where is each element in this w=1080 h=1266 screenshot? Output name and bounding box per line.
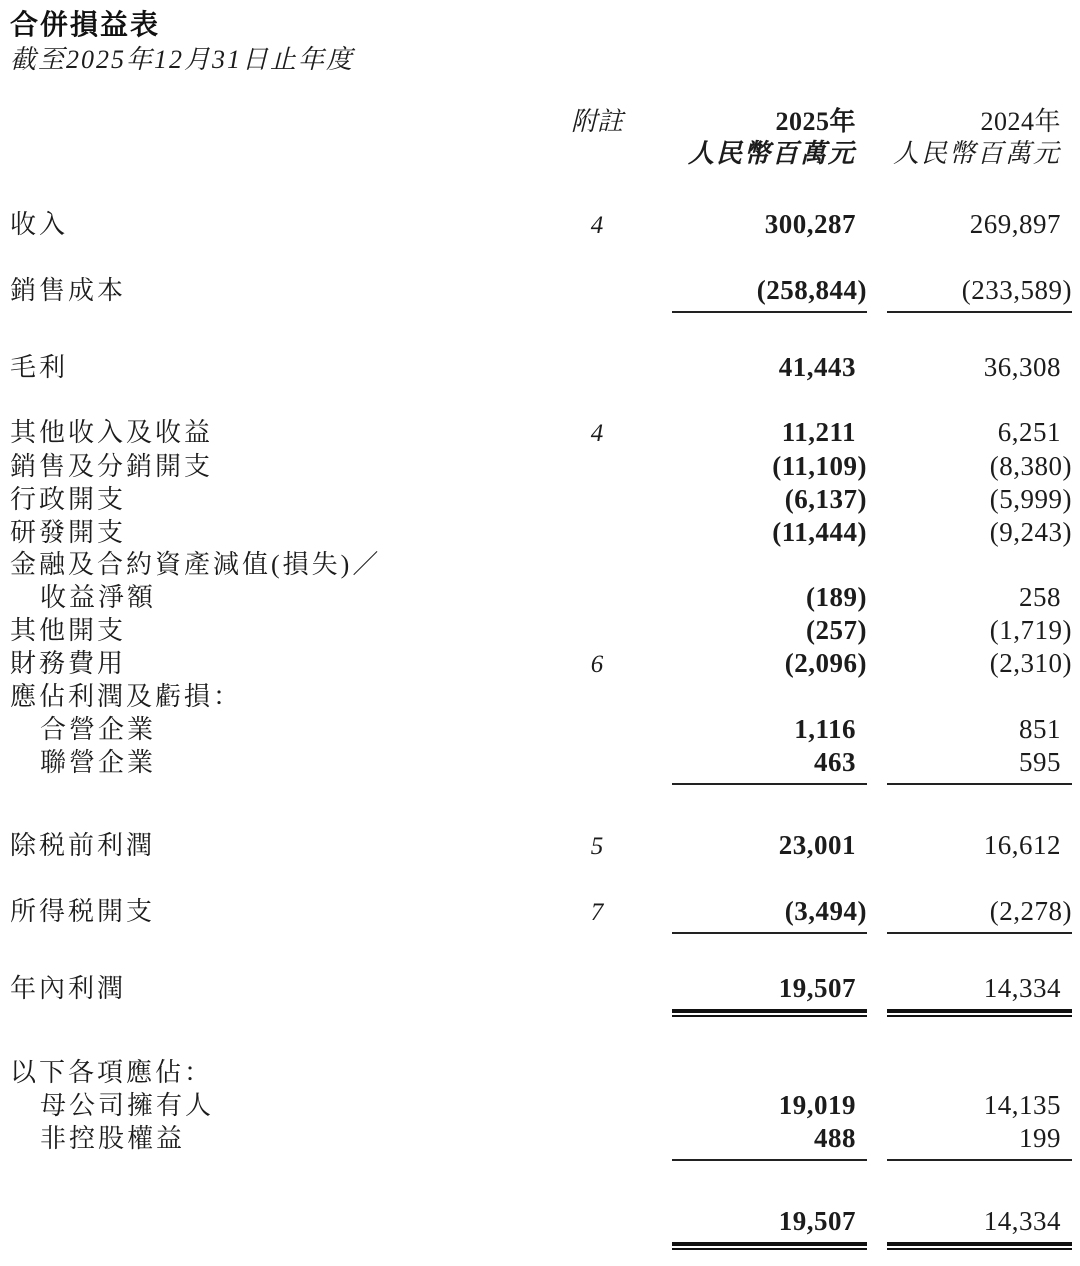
row-value-2025: (258,844) bbox=[672, 274, 867, 313]
table-row-revenue bbox=[10, 208, 1072, 242]
row-value-2024: (5,999) bbox=[989, 484, 1072, 514]
row-label: 研發開支 bbox=[10, 518, 127, 547]
row-value-2025: 23,001 bbox=[778, 830, 856, 860]
period-subtitle: 截至2025年12月31日止年度 bbox=[10, 45, 355, 74]
table-row-attributable-total bbox=[10, 1205, 1072, 1246]
row-label: 其他開支 bbox=[10, 616, 127, 645]
table-row-impairment-caption bbox=[10, 549, 1072, 581]
row-value-2024: 269,897 bbox=[969, 209, 1061, 239]
row-value-2025: 1,116 bbox=[794, 714, 856, 744]
row-value-2025: 488 bbox=[672, 1122, 867, 1161]
row-label: 銷售及分銷開支 bbox=[10, 452, 214, 481]
row-label: 以下各項應佔： bbox=[10, 1058, 214, 1087]
row-note: 4 bbox=[590, 212, 604, 239]
row-value-2025: (11,444) bbox=[772, 517, 867, 547]
page-title: 合併損益表 bbox=[10, 9, 161, 40]
row-label: 合營企業 bbox=[40, 715, 157, 744]
row-label: 應佔利潤及虧損： bbox=[10, 682, 243, 711]
row-label: 聯營企業 bbox=[40, 748, 157, 777]
row-value-2024: (2,310) bbox=[989, 648, 1072, 678]
row-value-2025: 463 bbox=[672, 746, 867, 785]
row-note: 7 bbox=[590, 899, 604, 926]
row-value-2025: 19,019 bbox=[778, 1090, 856, 1120]
row-value-2025: (3,494) bbox=[672, 895, 867, 934]
table-row-income-tax bbox=[10, 895, 1072, 934]
row-label: 收益淨額 bbox=[40, 583, 157, 612]
table-row-rd-expenses bbox=[10, 516, 1072, 549]
table-row-attributable-caption bbox=[10, 1057, 1072, 1089]
row-value-2025: (6,137) bbox=[784, 484, 867, 514]
row-note: 5 bbox=[590, 833, 604, 860]
row-value-2025: 41,443 bbox=[778, 352, 856, 382]
row-label: 母公司擁有人 bbox=[40, 1091, 215, 1120]
row-value-2025: 11,211 bbox=[781, 417, 856, 447]
header-year-2025: 2025年 bbox=[775, 107, 856, 136]
row-label: 銷售成本 bbox=[10, 276, 127, 305]
table-header-row-units bbox=[10, 138, 1072, 170]
row-value-2025: (11,109) bbox=[772, 451, 867, 481]
row-label: 行政開支 bbox=[10, 485, 127, 514]
row-value-2025: (257) bbox=[806, 615, 867, 645]
table-row-joint-ventures bbox=[10, 713, 1072, 746]
row-label: 其他收入及收益 bbox=[10, 418, 214, 447]
row-value-2024: (1,719) bbox=[989, 615, 1072, 645]
row-value-2024: 199 bbox=[887, 1122, 1072, 1161]
row-value-2024: (233,589) bbox=[887, 274, 1072, 313]
row-value-2024: 595 bbox=[887, 746, 1072, 785]
row-label: 收入 bbox=[10, 210, 69, 239]
row-value-2024: 14,135 bbox=[983, 1090, 1061, 1120]
table-row-associates bbox=[10, 746, 1072, 785]
table-row-profit-before-tax bbox=[10, 829, 1072, 863]
row-value-2025: 19,507 bbox=[672, 1205, 867, 1246]
row-label: 年內利潤 bbox=[10, 974, 127, 1003]
row-value-2024: (2,278) bbox=[887, 895, 1072, 934]
table-row-finance-costs bbox=[10, 647, 1072, 681]
row-value-2025: (2,096) bbox=[784, 648, 867, 678]
table-row-other-income bbox=[10, 416, 1072, 450]
table-row-admin-expenses bbox=[10, 483, 1072, 516]
row-value-2024: 851 bbox=[1019, 714, 1061, 744]
table-row-share-of-profits-caption bbox=[10, 681, 1072, 713]
row-note: 6 bbox=[590, 651, 604, 678]
row-label: 毛利 bbox=[10, 353, 69, 382]
table-row-gross-profit bbox=[10, 351, 1072, 384]
row-label: 金融及合約資產減值(損失)／ bbox=[10, 550, 382, 579]
row-label: 所得税開支 bbox=[10, 897, 156, 926]
table-row-cost-of-sales bbox=[10, 274, 1072, 313]
table-row-selling-expenses bbox=[10, 450, 1072, 483]
header-unit-2024: 人民幣百萬元 bbox=[892, 139, 1061, 168]
row-value-2024: 6,251 bbox=[997, 417, 1061, 447]
row-value-2024: 36,308 bbox=[983, 352, 1061, 382]
table-header-row-years bbox=[10, 106, 1072, 138]
row-label: 除税前利潤 bbox=[10, 831, 156, 860]
row-value-2025: 300,287 bbox=[764, 209, 856, 239]
table-row-impairment-net bbox=[10, 581, 1072, 614]
row-value-2024: (8,380) bbox=[989, 451, 1072, 481]
row-label: 非控股權益 bbox=[40, 1124, 186, 1153]
row-value-2025: 19,507 bbox=[672, 972, 867, 1013]
row-value-2025: (189) bbox=[806, 582, 867, 612]
table-row-other-expenses bbox=[10, 614, 1072, 647]
table-row-owners-of-parent bbox=[10, 1089, 1072, 1122]
row-label: 財務費用 bbox=[10, 649, 127, 678]
row-value-2024: 14,334 bbox=[887, 1205, 1072, 1246]
row-note: 4 bbox=[590, 420, 604, 447]
header-unit-2025: 人民幣百萬元 bbox=[687, 139, 856, 168]
header-note: 附註 bbox=[570, 107, 623, 136]
table-row-non-controlling-interests bbox=[10, 1122, 1072, 1161]
row-value-2024: 16,612 bbox=[983, 830, 1061, 860]
header-year-2024: 2024年 bbox=[980, 107, 1061, 136]
row-value-2024: 14,334 bbox=[887, 972, 1072, 1013]
row-value-2024: 258 bbox=[1019, 582, 1061, 612]
row-value-2024: (9,243) bbox=[989, 517, 1072, 547]
table-row-profit-for-year bbox=[10, 972, 1072, 1013]
